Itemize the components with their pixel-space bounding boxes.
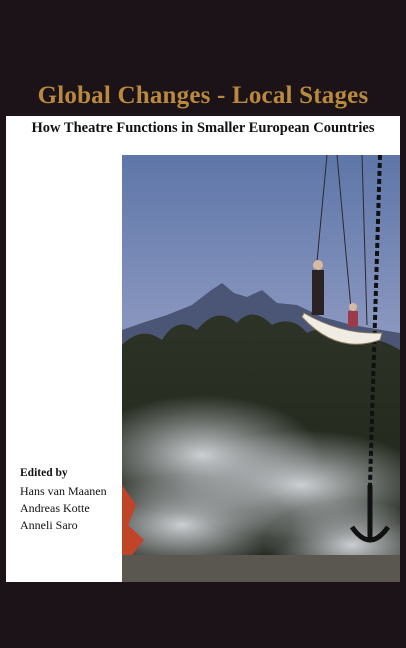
editor-name: Hans van Maanen (20, 484, 107, 498)
editors-block (20, 465, 107, 534)
book-title: Global Changes - Local Stages (37, 82, 369, 109)
edited-by-label: Edited by (20, 467, 68, 479)
bottom-bar (0, 582, 406, 648)
book-subtitle: How Theatre Functions in Smaller European Countries (31, 120, 375, 136)
cover-photo-illustration (122, 155, 400, 582)
editor-name: Anneli Saro (20, 518, 78, 532)
editor-name: Andreas Kotte (20, 501, 90, 515)
cover-photo (122, 155, 400, 582)
